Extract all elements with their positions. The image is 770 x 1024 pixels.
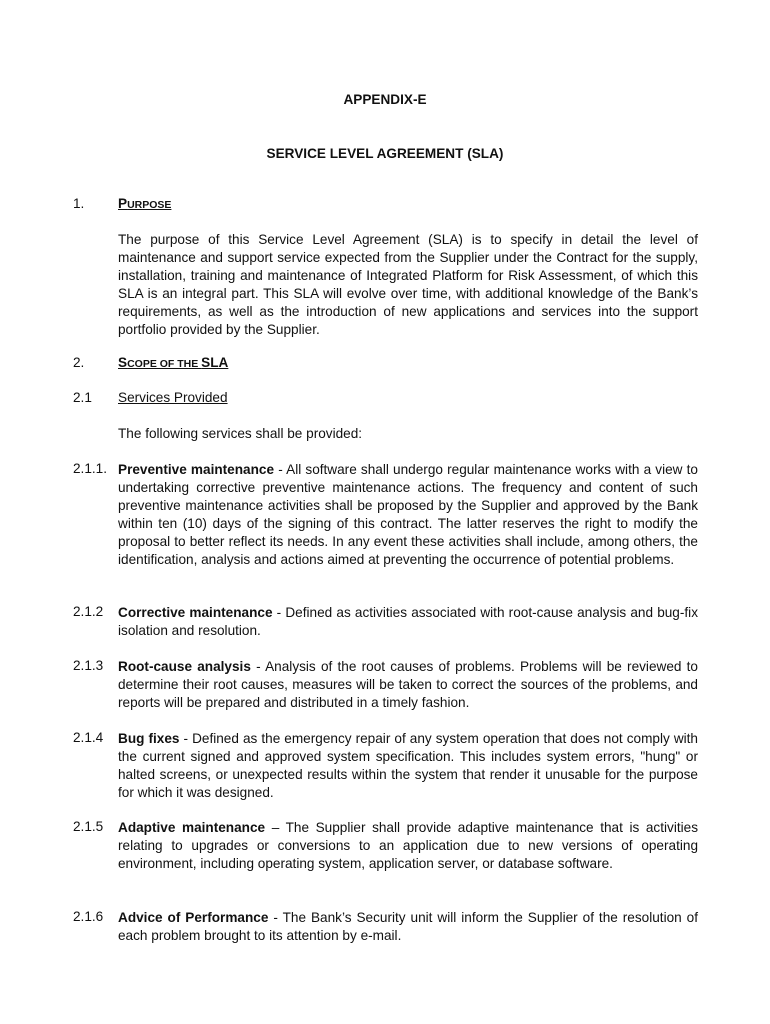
item-term: Corrective maintenance — [118, 605, 273, 620]
section-heading-scope — [118, 355, 228, 370]
heading-end: SLA — [201, 355, 229, 370]
section-heading-purpose — [118, 196, 171, 211]
item-term: Preventive maintenance — [118, 462, 275, 477]
document-title: SERVICE LEVEL AGREEMENT (SLA) — [266, 146, 504, 161]
section-number: 1. — [73, 196, 85, 211]
item-bug-fixes — [118, 730, 698, 802]
heading-rest: URPOSE — [127, 199, 172, 211]
subsection-heading: Services Provided — [118, 390, 228, 405]
heading-initial: P — [118, 196, 128, 211]
item-text: - The Bank’s Security unit will inform the Supplier of the resolution of each problem brought to its attention by e-mail. — [118, 910, 698, 943]
item-number: 2.1.4 — [73, 730, 104, 745]
heading-initial: S — [118, 355, 128, 370]
item-text: - Defined as the emergency repair of any system operation that does not comply with the current signed and approved system specification. This includes system errors, "hung" or halted screens, or unexpected results within the system that render it unusable for the purpose for which it was designed. — [118, 731, 698, 800]
item-term: Advice of Performance — [118, 910, 269, 925]
item-advice-of-performance — [118, 909, 698, 945]
item-corrective-maintenance — [118, 604, 698, 640]
item-text: - Analysis of the root causes of problems. Problems will be reviewed to determine their root causes, measures will be taken to correct the sources of the problems, and reports will be prepared and distributed in a timely fashion. — [118, 659, 698, 710]
item-text: - All software shall undergo regular maintenance works with a view to undertaking corrective preventive maintenance actions. The frequency and content of such preventive maintenance activities shall be proposed by the Supplier and approved by the Bank within ten (10) days of the signing of this contract. The latter reserves the right to modify the proposal to better reflect its needs. In any event these activities shall include, among others, the identification, analysis and actions aimed at preventing the occurrence of potential problems. — [118, 462, 698, 567]
section-number: 2. — [73, 355, 85, 370]
item-number: 2.1.6 — [73, 909, 104, 924]
item-preventive-maintenance — [118, 461, 698, 569]
item-number: 2.1.3 — [73, 658, 104, 673]
services-intro: The following services shall be provided: — [118, 426, 363, 441]
item-number: 2.1.1. — [73, 461, 108, 476]
appendix-label: APPENDIX-E — [343, 92, 427, 107]
item-root-cause-analysis — [118, 658, 698, 712]
item-term: Bug fixes — [118, 731, 180, 746]
item-term: Adaptive maintenance — [118, 820, 266, 835]
item-number: 2.1.5 — [73, 819, 104, 834]
subsection-number: 2.1 — [73, 390, 92, 405]
item-term: Root-cause analysis — [118, 659, 251, 674]
item-text: – The Supplier shall provide adaptive maintenance that is activities relating to upgrades or conversions to an application due to new versions of operating environment, including operating system, application server, or database software. — [118, 820, 698, 871]
item-number: 2.1.2 — [73, 604, 104, 619]
item-text: - Defined as activities associated with root-cause analysis and bug-fix isolation and resolution. — [118, 605, 698, 638]
item-adaptive-maintenance — [118, 819, 698, 873]
purpose-paragraph: The purpose of this Service Level Agreement (SLA) is to specify in detail the level of maintenance and support service expected from the Supplier under the Contract for the supply, installation, training and maintenance of Integrated Platform for Risk Assessment, of which this SLA is an integral part. This SLA will evolve over time, with additional knowledge of the Bank’s requirements, as well as the introduction of new applications and services into the support portfolio provided by the Supplier. — [118, 232, 698, 337]
heading-middle: COPE OF THE — [127, 358, 202, 370]
